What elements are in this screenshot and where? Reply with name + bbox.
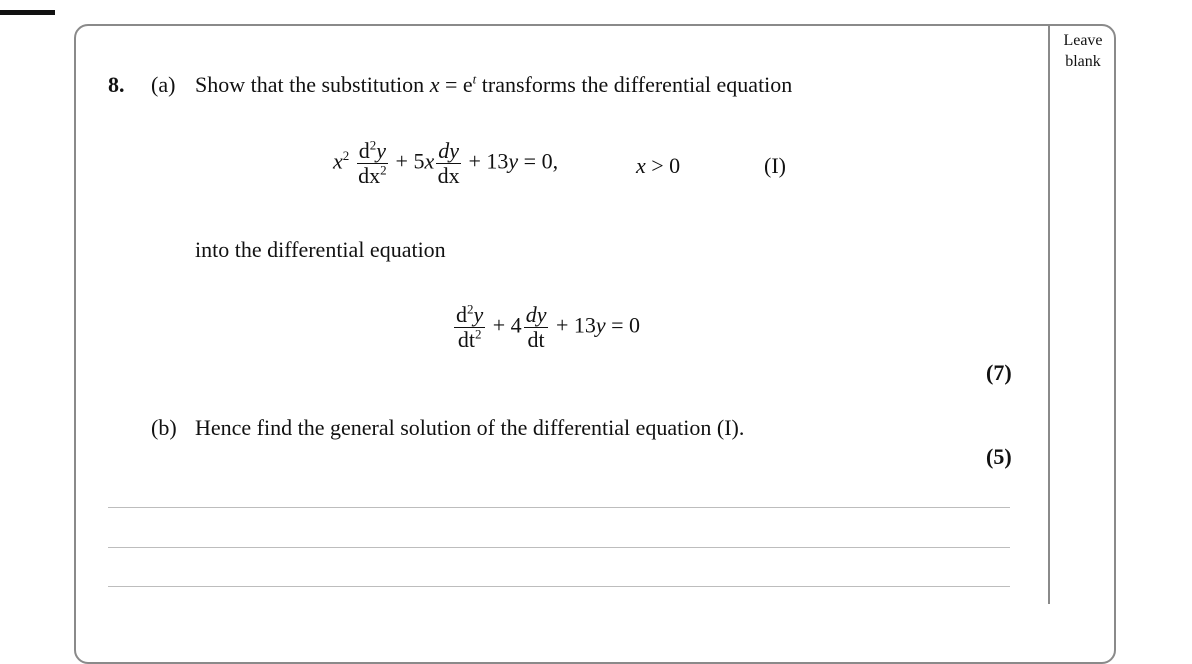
equation-one-condition: x > 0 xyxy=(636,153,681,178)
page-edge-bar xyxy=(0,10,55,15)
part-a-marks: (7) xyxy=(986,360,1012,385)
d2y-dx2-fraction: $\frac{d^2y}{dx^2}$ xyxy=(358,137,387,188)
equation-two: $\frac{d^2y}{dt^2}$ + 4 $\frac{dy}{dt}$ + 13y = 0 xyxy=(456,301,641,352)
dy-dt-fraction: $\frac{dy}{dt}$ xyxy=(525,302,547,352)
leave-blank-column-divider xyxy=(1048,24,1050,604)
part-b-marks: (5) xyxy=(986,444,1012,469)
part-b-label: (b) xyxy=(151,415,177,440)
question-number: 8. xyxy=(108,72,125,97)
equation-one-label: (I) xyxy=(764,153,786,178)
equation-one: $x^2$ $\frac{d^2y}{dx^2}$ + 5x $\frac{dy}{dx}$ + 13y = 0, xyxy=(333,137,559,188)
part-a-label: (a) xyxy=(151,72,176,97)
part-a-text: Show that the substitution $x = e^t$ transforms the differential equation xyxy=(195,71,793,97)
dy-dx-fraction: $\frac{dy}{dx}$ xyxy=(437,138,460,188)
answer-line[interactable] xyxy=(108,547,1010,548)
into-text: into the differential equation xyxy=(195,237,446,262)
answer-line[interactable] xyxy=(108,586,1010,587)
part-b-text: Hence find the general solution of the differential equation (I). xyxy=(195,415,745,440)
d2y-dt2-fraction: $\frac{d^2y}{dt^2}$ xyxy=(456,301,484,352)
answer-line[interactable] xyxy=(108,507,1010,508)
leave-blank-label: Leave blank xyxy=(1063,32,1103,70)
